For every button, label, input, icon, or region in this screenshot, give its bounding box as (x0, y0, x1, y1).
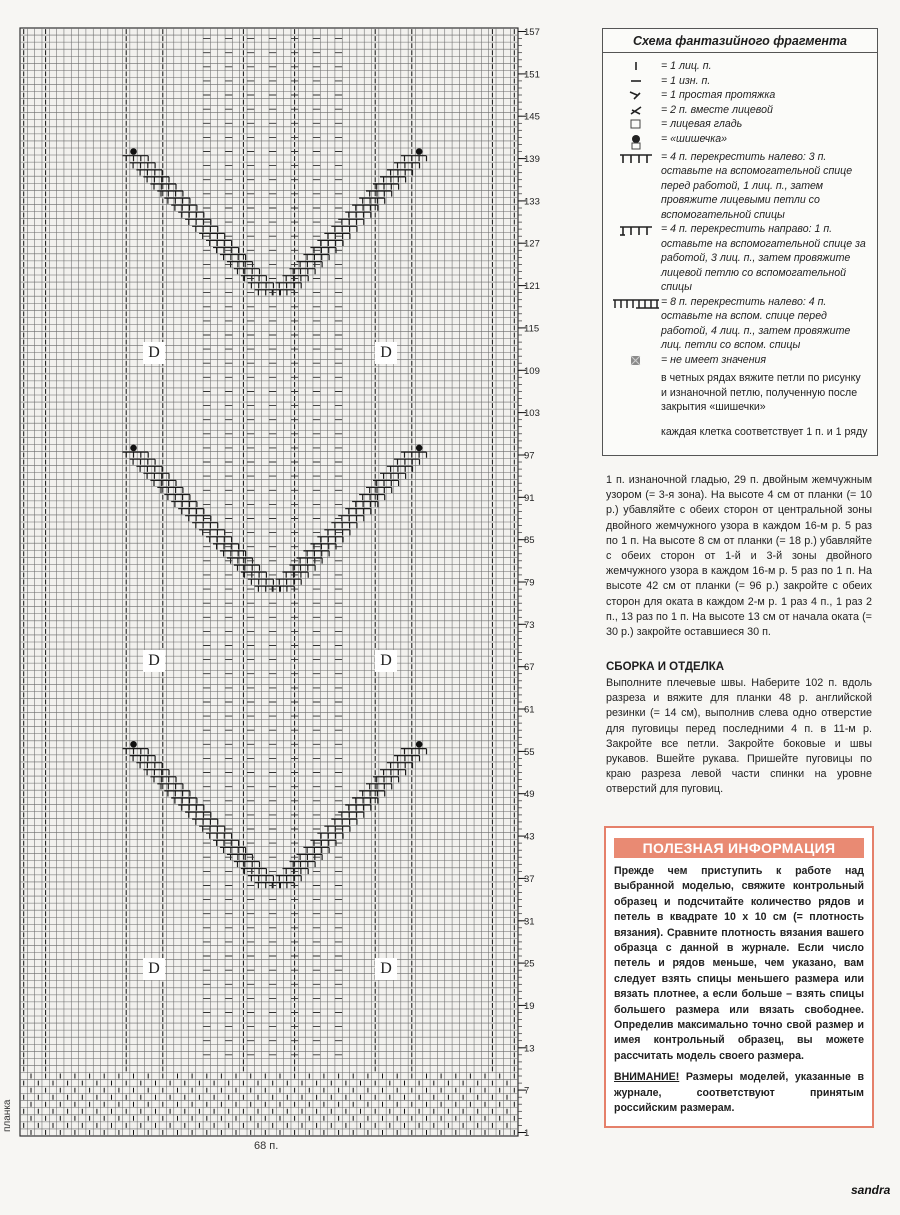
row-number-label: 55 (524, 746, 535, 758)
row-number-label: 31 (524, 916, 535, 928)
cable-left-4-icon (611, 150, 661, 164)
row-number-label: 127 (524, 238, 540, 250)
legend-box (602, 28, 878, 456)
legend-item (611, 88, 869, 103)
legend-note-even-rows: в четных рядах вяжите петли по рисунку и изнаночной петлю, полученную после закрытия «шишечки» (661, 372, 861, 413)
legend-item (611, 295, 869, 353)
slip-stitch-icon (611, 88, 661, 101)
row-number-label: 91 (524, 492, 535, 504)
legend-title: Схема фантазийного фрагмента (603, 29, 877, 53)
row-number-label: 115 (524, 323, 540, 335)
row-number-label: 61 (524, 704, 535, 716)
info-warning (610, 1064, 868, 1116)
legend-item-text: = 2 п. вместе лицевой (661, 103, 773, 116)
purl-stitch-icon (611, 74, 661, 86)
legend-item-text: = 8 п. перекрестить налево: 4 п. оставьте на вспом. спице перед работой, 4 лиц. п., затем провяжите лиц. петли со вспом. спицы (661, 295, 851, 351)
row-number-label: 13 (524, 1043, 535, 1055)
legend-item-text: = 1 изн. п. (661, 74, 711, 87)
row-number-label: 97 (524, 450, 535, 462)
legend-item-text: = 1 простая протяжка (661, 89, 776, 101)
d-marker: D (375, 958, 397, 980)
bobble-mark (130, 741, 137, 748)
legend-item-text: = 4 п. перекрестить направо: 1 п. оставьте на вспомогательной спице за работой, 3 лиц. п., затем провяжите лицевой петлю со вспомогательной спицы (661, 223, 866, 293)
row-number-label: 145 (524, 111, 540, 123)
cable-right-4-icon (611, 222, 661, 236)
legend-item (611, 150, 869, 223)
row-number-label: 151 (524, 69, 540, 81)
row-number-label: 139 (524, 154, 540, 166)
legend-note-cell: каждая клетка соответствует 1 п. и 1 ряду (661, 425, 868, 438)
row-number-label: 7 (524, 1085, 530, 1097)
legend-item (611, 74, 869, 89)
assembly-paragraph: Выполните плечевые швы. Наберите 102 п. вдоль разреза и вяжите для планки 48 р. английской резинки (= 14 см), выполнив слева одно отверстие для пуговицы перед последними 4 п. в 11-м р. Закройте все петли. Закройте боковые и швы рукавов. Вшейте рукава. Пришейте пуговицы по краю разреза левой части спинки на уровне отверстий для пуговиц. (606, 677, 872, 796)
warning-text: Размеры моделей, указанные в журнале, соответствуют принятым российским размерам. (614, 1071, 864, 1115)
d-marker: D (143, 650, 165, 672)
d-marker: D (375, 342, 397, 364)
legend-item-text: = лицевая гладь (661, 118, 743, 130)
row-number-label: 109 (524, 365, 540, 377)
no-stitch-icon (611, 353, 661, 366)
legend-item-text: = 4 п. перекрестить налево: 3 п. оставьте на вспомогательной спице перед работой, 1 лиц. п., затем провяжите лицевыми петли со вспомогательной спицы (661, 150, 853, 221)
legend-item (611, 103, 869, 118)
useful-info-box (604, 826, 874, 1128)
legend-item (611, 222, 869, 295)
stitch-count-label: 68 п. (254, 1140, 279, 1152)
row-number-label: 79 (524, 577, 535, 589)
row-number-label: 157 (524, 27, 540, 38)
row-number-label: 19 (524, 1000, 535, 1012)
d-marker: D (143, 342, 165, 364)
row-number-label: 73 (524, 619, 535, 631)
row-number-label: 133 (524, 196, 540, 208)
d-marker: D (375, 650, 397, 672)
bobble-mark (416, 445, 423, 452)
row-number-label: 67 (524, 662, 535, 674)
knit-stitch-icon (611, 59, 661, 71)
legend-item (611, 353, 869, 368)
row-number-label: 121 (524, 281, 540, 293)
row-number-label: 49 (524, 789, 535, 801)
bobble-mark (130, 445, 137, 452)
plank-label: планка (2, 1099, 13, 1132)
stockinette-icon (611, 117, 661, 129)
legend-item-text: = 1 лиц. п. (661, 60, 712, 72)
row-number-label: 1 (524, 1128, 530, 1139)
k2tog-icon (611, 103, 661, 116)
warning-label: ВНИМАНИЕ! (614, 1071, 680, 1084)
d-marker: D (143, 958, 165, 980)
bobble-icon (611, 132, 661, 150)
legend-item (611, 132, 869, 150)
legend-item-text: = «шишечка» (661, 132, 728, 145)
info-text: Прежде чем приступить к работе над выбранной моделью, свяжите контрольный образец и подсчитайте количество рядов и петель в квадрате 10 х 10 см (= плотность вязания). Сравните плотность вязания вашего образца с данной в журнале. Если число петель и рядов меньше, чем указано, вам следует взять спицы меньшего размера или вязать плотнее, а если больше – взять спицы большего размера или вязать свободнее. Определив максимально точно свой размер и имея контрольный образец, вы можете рассчитать модель своего размера. (614, 865, 864, 1062)
row-number-label: 37 (524, 873, 535, 885)
legend-item (611, 59, 869, 74)
bobble-mark (416, 741, 423, 748)
row-number-label: 43 (524, 831, 535, 843)
assembly-heading: СБОРКА И ОТДЕЛКА (606, 661, 725, 673)
cable-left-8-icon (611, 295, 661, 309)
bobble-mark (416, 148, 423, 155)
row-number-label: 85 (524, 535, 535, 547)
brand-logo: sandra (851, 1183, 891, 1197)
legend-item-text: = не имеет значения (661, 353, 767, 366)
info-title: ПОЛЕЗНАЯ ИНФОРМАЦИЯ (614, 838, 864, 858)
bobble-mark (130, 148, 137, 155)
row-number-label: 103 (524, 408, 540, 420)
row-number-label: 25 (524, 958, 535, 970)
legend-item (611, 117, 869, 132)
instructions-paragraph: 1 п. изнаночной гладью, 29 п. двойным жемчужным узором (= 3-я зона). На высоте 4 см от планки (= 10 р.) убавляйте с обеих сторон от центральной зоны двойного жемчужного узора в каждом 16-м р. 5 раз по 1 п. На высоте 8 см от планки (= 18 р.) убавляйте с обеих сторон от 1-й и 3-й зоны двойного жемчужного узора в каждом 16-м р. 5 раз по 1 п. На высоте 42 см от планки (= 96 р.) закройте с обеих сторон для оката в каждом 2-м р. 1 раз 4 п., 1 раз 2 п., 13 раз по 1 п. На высоте 13 см от начала оката (= 30 р.) закройте оставшиеся 30 п. (606, 474, 872, 639)
